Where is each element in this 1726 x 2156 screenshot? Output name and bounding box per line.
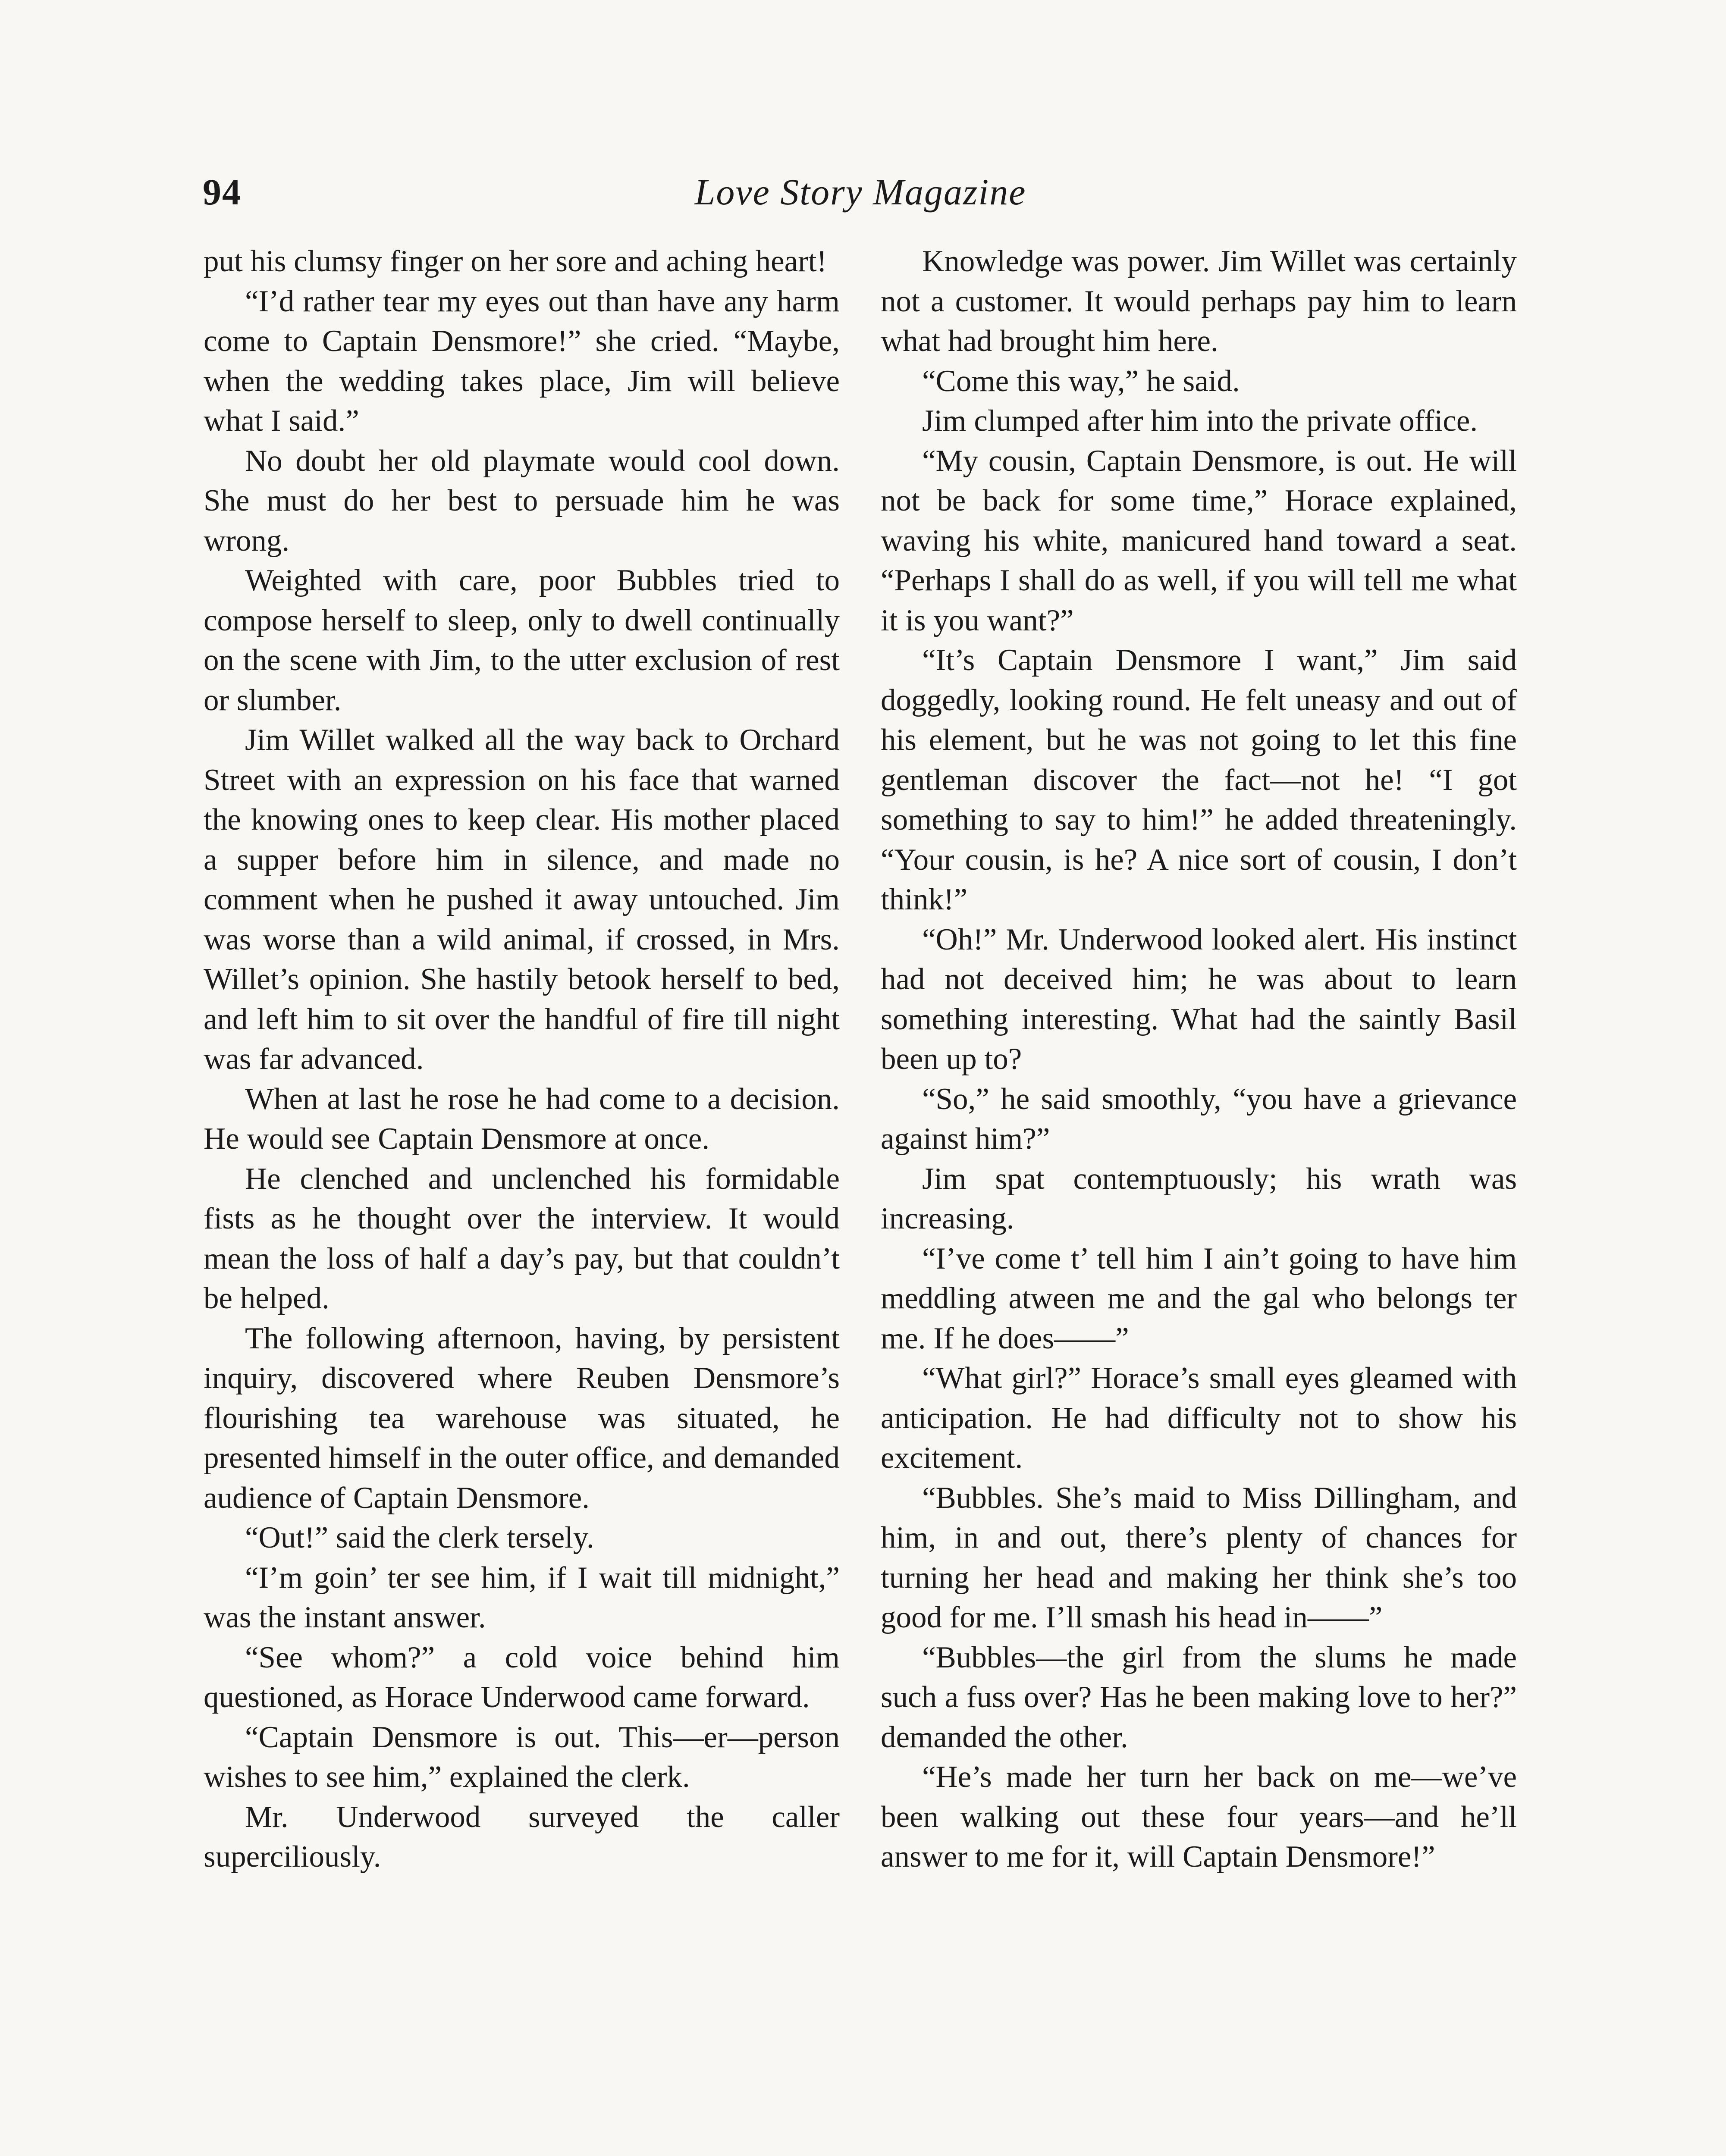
paragraph: Jim Willet walked all the way back to Orchard Street with an expression on his face that warned the knowing ones to keep clear. His mother placed a supper before him in silence, and made no comment when he pushed it away untouched. Jim was worse than a wild animal, if crossed, in Mrs. Willet’s opinion. She hastily betook herself to bed, and left him to sit over the handful of fire till night was far advanced. [204,723,840,1076]
paragraph: “See whom?” a cold voice behind him questioned, as Horace Underwood came forward. [204,1640,840,1714]
paragraph: “I’m goin’ ter see him, if I wait till midnight,” was the instant answer. [204,1561,840,1634]
paragraph: “So,” he said smoothly, “you have a grievance against him?” [881,1082,1517,1156]
paragraph: put his clumsy finger on her sore and aching heart! [204,244,827,278]
right-column [881,241,1517,1877]
paragraph: When at last he rose he had come to a decision. He would see Captain Densmore at once. [204,1082,840,1156]
paragraph: “What girl?” Horace’s small eyes gleamed with anticipation. He had difficulty not to show his excitement. [881,1361,1517,1475]
paragraph: Weighted with care, poor Bubbles tried to compose herself to sleep, only to dwell continually on the scene with Jim, to the utter exclusion of rest or slumber. [204,564,840,717]
paragraph: Jim clumped after him into the private office. [922,404,1478,438]
paragraph: “Out!” said the clerk tersely. [245,1521,594,1554]
paragraph: Jim spat contemptuously; his wrath was increasing. [881,1162,1517,1235]
paragraph: “It’s Captain Densmore I want,” Jim said doggedly, looking round. He felt uneasy and out of his element, but he was not going to let this fine gentleman discover the fact—not he! “I got something to say to him!” he added threateningly. “Your cousin, is he? A nice sort of cousin, I don’t think!” [881,643,1517,916]
page-number: 94 [203,171,242,213]
paragraph: “Oh!” Mr. Underwood looked alert. His instinct had not deceived him; he was about to learn something interesting. What had the saintly Basil been up to? [881,922,1517,1076]
page-header [203,170,1518,222]
paragraph: “Come this way,” he said. [922,364,1240,398]
paragraph: “I’ve come t’ tell him I ain’t going to have him meddling atween me and the gal who belongs ter me. If he does——” [881,1241,1517,1355]
left-column [204,241,840,1877]
paragraph: The following afternoon, having, by persistent inquiry, discovered where Reuben Densmore’s flourishing tea warehouse was situated, he presented himself in the outer office, and demanded audience of Captain Densmore. [204,1321,840,1515]
paragraph: He clenched and unclenched his formidable fists as he thought over the interview. It would mean the loss of half a day’s pay, but that couldn’t be helped. [204,1162,840,1315]
paragraph: No doubt her old playmate would cool down. She must do her best to persuade him he was wrong. [204,444,840,558]
paragraph: “I’d rather tear my eyes out than have any harm come to Captain Densmore!” she cried. “Maybe, when the wedding takes place, Jim will believe what I said.” [204,284,840,438]
paragraph: “Captain Densmore is out. This—er—person wishes to see him,” explained the clerk. [204,1720,840,1794]
paragraph: “Bubbles. She’s maid to Miss Dillingham, and him, in and out, there’s plenty of chances for turning her head and making her think she’s too good for me. I’ll smash his head in——” [881,1481,1517,1634]
magazine-title: Love Story Magazine [694,171,1026,213]
paragraph: “My cousin, Captain Densmore, is out. He will not be back for some time,” Horace explained, waving his white, manicured hand toward a seat. “Perhaps I shall do as well, if you will tell me what it is you want?” [881,444,1517,637]
paragraph: Knowledge was power. Jim Willet was certainly not a customer. It would perhaps pay him to learn what had brought him here. [881,244,1517,358]
paragraph: “Bubbles—the girl from the slums he made such a fuss over? Has he been making love to her?” demanded the other. [881,1640,1517,1754]
paragraph: Mr. Underwood surveyed the caller superciliously. [204,1800,840,1874]
paragraph: “He’s made her turn her back on me—we’ve been walking out these four years—and he’ll answer to me for it, will Captain Densmore!” [881,1760,1517,1874]
